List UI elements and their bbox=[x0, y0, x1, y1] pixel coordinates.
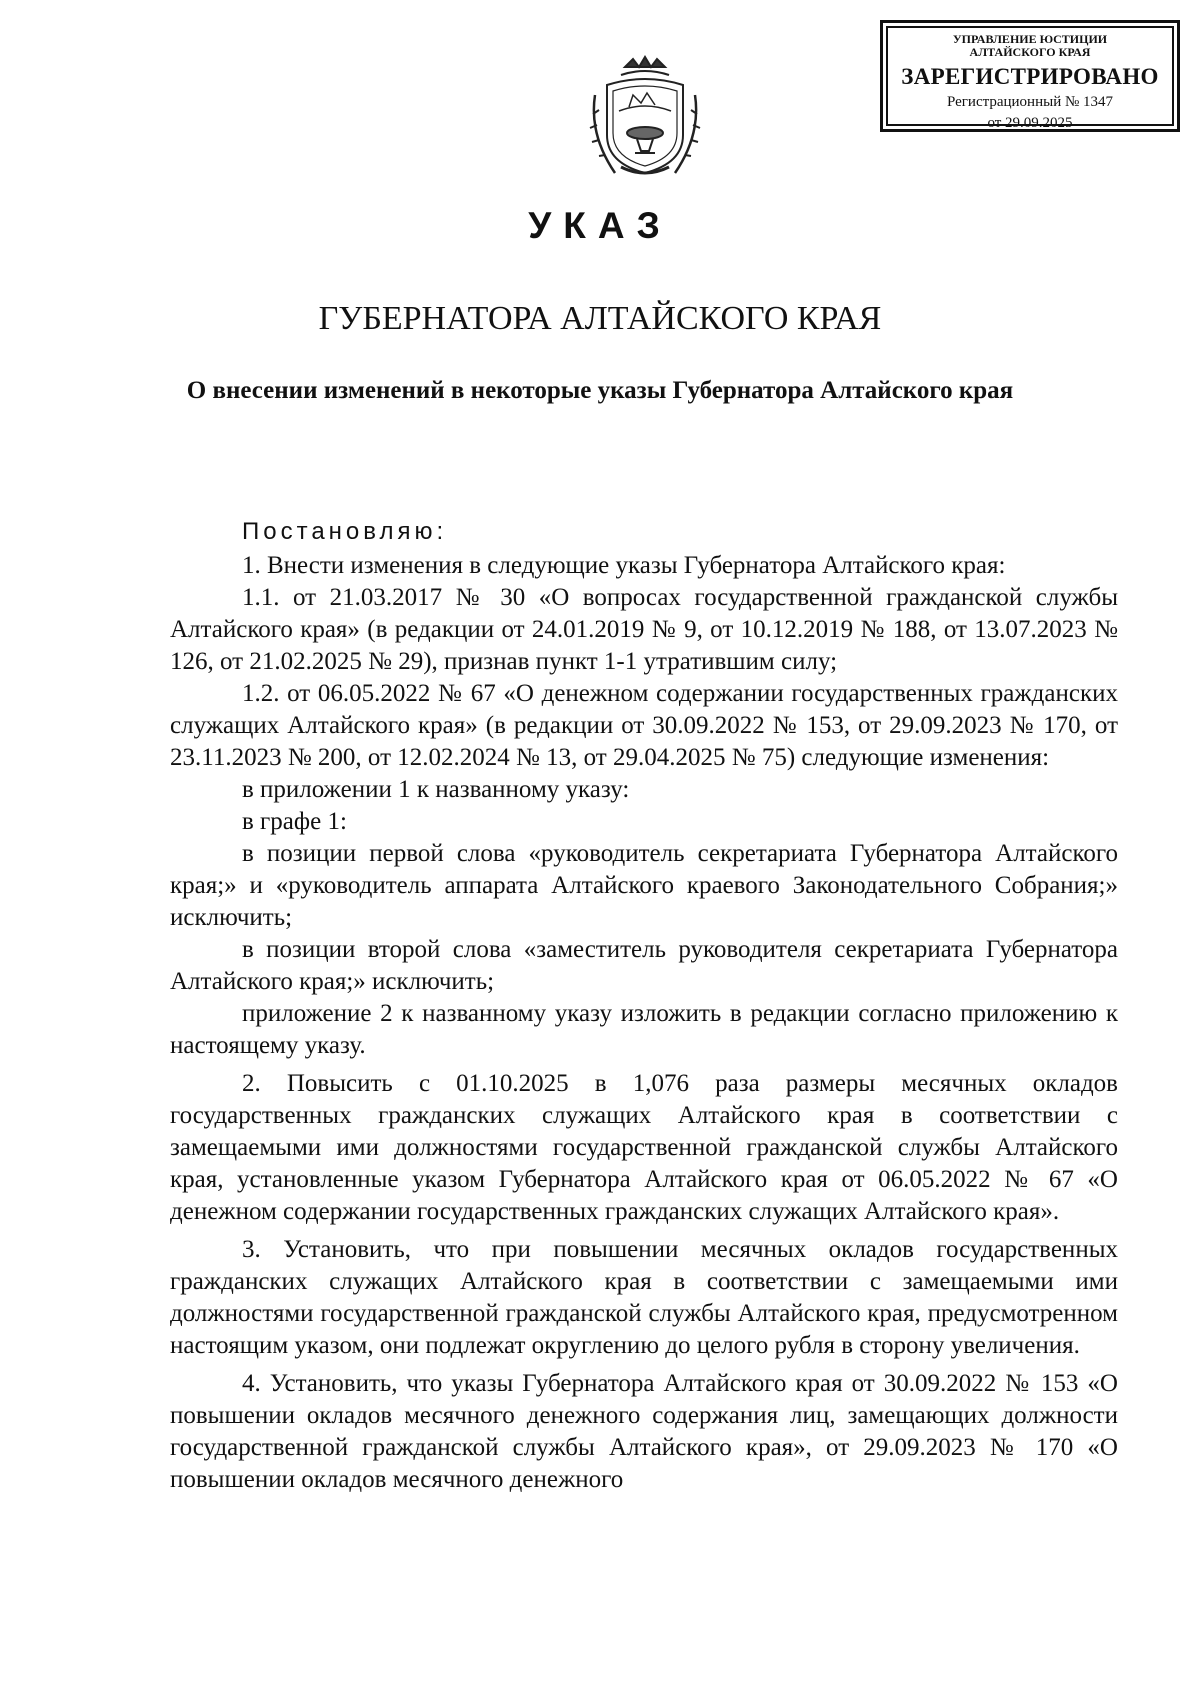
paragraph-appendix-2: приложение 2 к названному указу изложить в редакции согласно приложению к настоящему указу. bbox=[170, 1000, 1118, 1059]
decree-word: Постановляю: bbox=[242, 518, 448, 545]
paragraph-1-2: 1.2. от 06.05.2022 № 67 «О денежном содержании государственных гражданских служащих Алтайского края» (в редакции от 30.09.2022 № 153, от 29.09.2023 № 170, от 23.11.2023 № 200, от 12.02.2024 № 13, от 29.04.2025 № 75) следующие изменения: bbox=[170, 680, 1118, 771]
stamp-status: ЗАРЕГИСТРИРОВАНО bbox=[901, 64, 1159, 89]
paragraph-position-2: в позиции второй слова «заместитель руководителя секретариата Губернатора Алтайского края;» исключить; bbox=[170, 936, 1118, 995]
paragraph-appendix-1: в приложении 1 к названному указу: bbox=[242, 776, 630, 803]
paragraph-3: 3. Установить, что при повышении месячных окладов государственных гражданских служащих Алтайского края в соответствии с замещаемыми ими должностями государственной гражданской службы Алтайского края, предусмотренном настоящим указом, они подлежат округлению до целого рубля в сторону увеличения. bbox=[170, 1236, 1118, 1359]
document-body bbox=[170, 516, 1118, 1496]
stamp-org-line1: УПРАВЛЕНИЕ ЮСТИЦИИ bbox=[952, 32, 1108, 46]
paragraph-2: 2. Повысить с 01.10.2025 в 1,076 раза размеры месячных окладов государственных гражданских служащих Алтайского края в соответствии с замещаемыми ими должностями государственной гражданской службы Алтайского края, установленные указом Губернатора Алтайского края от 06.05.2022 № 67 «О денежном содержании государственных гражданских служащих Алтайского края». bbox=[170, 1070, 1118, 1225]
paragraph-4: 4. Установить, что указы Губернатора Алтайского края от 30.09.2022 № 153 «О повышении окладов месячного денежного содержания лиц, замещающих должности государственной гражданской службы Алтайского края», от 29.09.2023 № 170 «О повышении окладов месячного денежного bbox=[170, 1370, 1118, 1493]
paragraph-1-1: 1.1. от 21.03.2017 № 30 «О вопросах государственной гражданской службы Алтайского края» (в редакции от 24.01.2019 № 9, от 10.12.2019 № 188, от 13.07.2023 № 126, от 21.02.2025 № 29), признав пункт 1-1 утратившим силу; bbox=[170, 584, 1118, 675]
stamp-reg-date: от 29.09.2025 bbox=[987, 115, 1073, 131]
issuer-title: ГУБЕРНАТОРА АЛТАЙСКОГО КРАЯ bbox=[318, 300, 882, 337]
document-type-title: УКАЗ bbox=[528, 205, 672, 246]
paragraph-column-1: в графе 1: bbox=[242, 808, 347, 835]
document-subject: О внесении изменений в некоторые указы Губернатора Алтайского края bbox=[186, 377, 1014, 404]
paragraph-position-1: в позиции первой слова «руководитель секретариата Губернатора Алтайского края;» и «руководитель аппарата Алтайского краевого Законодательного Собрания;» исключить; bbox=[170, 840, 1118, 931]
stamp-organization bbox=[883, 33, 1177, 59]
stamp-org-line2: АЛТАЙСКОГО КРАЯ bbox=[969, 45, 1091, 59]
registration-stamp bbox=[880, 20, 1180, 132]
stamp-reg-number: Регистрационный № 1347 bbox=[946, 94, 1114, 110]
coat-of-arms-icon bbox=[585, 55, 705, 185]
paragraph-1: 1. Внести изменения в следующие указы Губернатора Алтайского края: bbox=[242, 552, 1006, 579]
